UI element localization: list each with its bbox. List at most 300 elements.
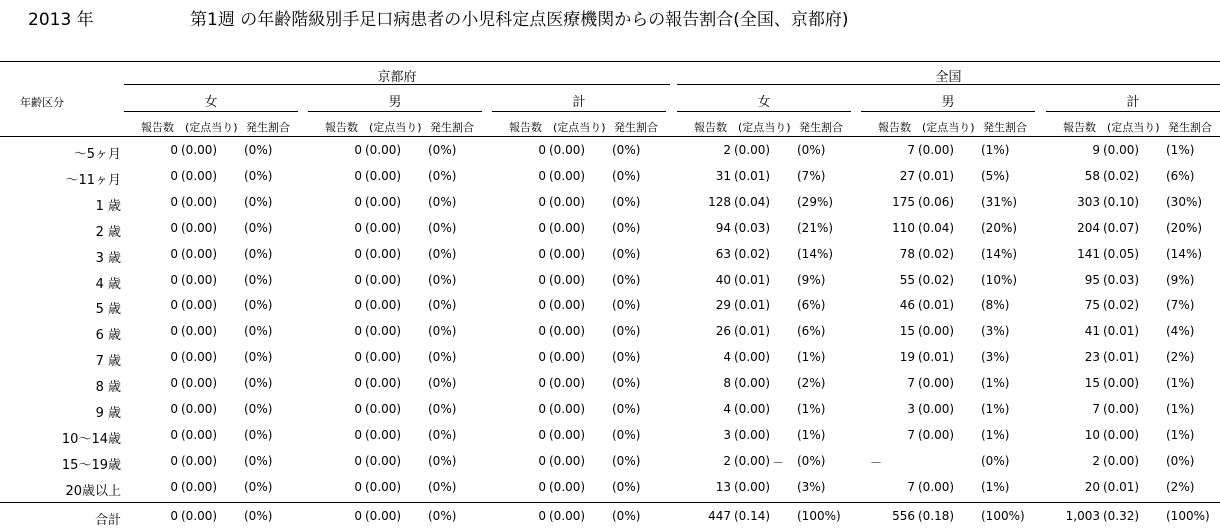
cell-rate: (0%) xyxy=(612,509,641,523)
cell-count: 0 xyxy=(170,402,178,416)
cell-count: 23 xyxy=(1084,350,1100,365)
cell-count: 0 xyxy=(170,324,178,339)
cell-per-site: (0.32) xyxy=(1103,509,1140,523)
cell-per-site: (0.01) xyxy=(918,168,955,183)
cell-per-site: (0.00) xyxy=(365,246,402,261)
cell-rate: (0%) xyxy=(428,427,457,442)
cell-per-site: (0.00) xyxy=(918,402,955,416)
cell-rate: (1%) xyxy=(981,376,1010,391)
cell-rate: (5%) xyxy=(981,168,1010,183)
cell-rate: (0%) xyxy=(428,479,457,494)
cell-rate: (14%) xyxy=(1166,246,1203,261)
cell-per-site: (0.00) xyxy=(1103,143,1140,157)
cell-rate: (14%) xyxy=(981,246,1018,261)
cell-rate: (0%) xyxy=(612,168,641,183)
cell-rate: (29%) xyxy=(797,194,834,209)
cell-count: 26 xyxy=(715,324,731,339)
row-age-label: 8 歳 xyxy=(95,380,121,396)
cell-per-site: (0.00) xyxy=(181,402,218,416)
cell-count: 0 xyxy=(170,298,178,313)
cell-per-site: (0.00) xyxy=(549,220,586,235)
cell-rate: (0%) xyxy=(244,376,273,391)
cell-rate: (0%) xyxy=(1166,453,1195,468)
cell-per-site: (0.00) xyxy=(734,376,771,391)
cell-rate: (1%) xyxy=(1166,376,1195,391)
cell-per-site: (0.00) xyxy=(181,272,218,287)
cell-per-site: (0.00) xyxy=(734,350,771,365)
cell-count: 27 xyxy=(899,168,915,183)
cell-rate: (0%) xyxy=(797,143,826,157)
cell-per-site: (0.00) xyxy=(365,220,402,235)
cell-rate: (0%) xyxy=(244,194,273,209)
cell-per-site: (0.00) xyxy=(549,168,586,183)
cell-count: 2 xyxy=(723,453,731,468)
subheader-count: 報告数 xyxy=(694,121,727,134)
cell-rate: (0%) xyxy=(428,402,457,416)
cell-count: 110 xyxy=(892,220,915,235)
cell-per-site: (0.00) xyxy=(734,143,771,157)
cell-count: 0 xyxy=(538,272,546,287)
cell-per-site: (0.02) xyxy=(734,246,771,261)
cell-count: 0 xyxy=(170,220,178,235)
cell-per-site: (0.02) xyxy=(918,246,955,261)
cell-count: 55 xyxy=(899,272,915,287)
cell-per-site: (0.00) xyxy=(549,350,586,365)
cell-per-site: (0.00) xyxy=(918,324,955,339)
cell-count: 0 xyxy=(354,246,362,261)
cell-per-site: (0.03) xyxy=(1103,272,1140,287)
cell-per-site: (0.01) xyxy=(734,324,771,339)
cell-per-site: (0.04) xyxy=(918,220,955,235)
cell-count: 204 xyxy=(1077,220,1100,235)
cell-rate: (0%) xyxy=(612,143,641,157)
cell-per-site: (0.00) xyxy=(549,194,586,209)
cell-count: 3 xyxy=(907,402,915,416)
cell-count: 0 xyxy=(170,168,178,183)
row-age-label: 15～19歳 xyxy=(61,457,121,473)
cell-rate: (1%) xyxy=(1166,427,1195,442)
cell-rate: (100%) xyxy=(981,509,1025,523)
cell-per-site: (0.00) xyxy=(549,298,586,313)
cell-rate: (0%) xyxy=(244,298,273,313)
cell-per-site: (0.00) xyxy=(181,143,218,157)
cell-count: 0 xyxy=(354,168,362,183)
cell-count: 556 xyxy=(892,509,915,523)
cell-count: 0 xyxy=(354,479,362,494)
cell-rate: (6%) xyxy=(797,298,826,313)
cell-per-site: (0.00) xyxy=(549,272,586,287)
cell-per-site: (0.14) xyxy=(734,509,771,523)
cell-per-site: (0.00) xyxy=(181,453,218,468)
subheader-count: 報告数 xyxy=(509,121,542,134)
cell-per-site: (0.00) xyxy=(181,194,218,209)
cell-count: 2 xyxy=(1092,453,1100,468)
sex-underline xyxy=(677,111,851,112)
cell-count: 15 xyxy=(1084,376,1100,391)
row-age-label: ～5ヶ月 xyxy=(73,147,121,162)
cell-count: 2 xyxy=(723,143,731,157)
cell-count: 0 xyxy=(538,350,546,365)
cell-count: 0 xyxy=(354,298,362,313)
subheader-count: 報告数 xyxy=(878,121,911,134)
cell-per-site: (0.02) xyxy=(918,272,955,287)
cell-rate: (0%) xyxy=(244,509,273,523)
cell-per-site: (0.05) xyxy=(1103,246,1140,261)
cell-rate: (0%) xyxy=(428,246,457,261)
row-age-label: 5 歳 xyxy=(95,302,121,318)
cell-count: 0 xyxy=(354,427,362,442)
cell-per-site: (0.01) xyxy=(1103,350,1140,365)
cell-rate: (6%) xyxy=(797,324,826,339)
sex-underline xyxy=(124,111,298,112)
cell-rate: (0%) xyxy=(244,168,273,183)
row-age-label: ～11ヶ月 xyxy=(65,172,121,188)
row-age-label: 9 歳 xyxy=(95,406,121,421)
cell-count: 0 xyxy=(538,427,546,442)
cell-per-site: (0.01) xyxy=(734,272,771,287)
cell-rate: (0%) xyxy=(797,453,826,468)
cell-rate: (9%) xyxy=(797,272,826,287)
page-title: 第1週 の年齢階級別手足口病患者の小児科定点医療機関からの報告割合(全国、京都府) xyxy=(190,10,849,30)
year-label: 2013 年 xyxy=(28,10,94,30)
cell-count: 0 xyxy=(354,272,362,287)
cell-count: 0 xyxy=(170,246,178,261)
cell-per-site: (0.00) xyxy=(549,509,586,523)
cell-count: 0 xyxy=(354,194,362,209)
cell-count: 175 xyxy=(892,194,915,209)
cell-rate: (6%) xyxy=(1166,168,1195,183)
subheader-count: 報告数 xyxy=(325,121,358,134)
cell-count: 40 xyxy=(715,272,731,287)
cell-rate: (0%) xyxy=(244,453,273,468)
age-header: 年齢区分 xyxy=(20,96,64,109)
cell-rate: (7%) xyxy=(797,168,826,183)
cell-rate: (0%) xyxy=(244,324,273,339)
cell-per-site: (0.00) xyxy=(918,427,955,442)
cell-rate: (1%) xyxy=(797,402,826,416)
cell-rate: (3%) xyxy=(981,350,1010,365)
cell-per-site: (0.00) xyxy=(365,298,402,313)
subheader-rate: 発生割合 xyxy=(799,121,843,134)
cell-count: 7 xyxy=(907,376,915,391)
cell-count: 0 xyxy=(354,453,362,468)
cell-rate: (0%) xyxy=(612,453,641,468)
cell-rate: (0%) xyxy=(612,246,641,261)
cell-per-site: (0.00) xyxy=(181,350,218,365)
cell-count: 0 xyxy=(538,509,546,523)
subheader-rate: 発生割合 xyxy=(430,121,474,134)
cell-per-site: － xyxy=(869,455,882,470)
cell-per-site: (0.01) xyxy=(1103,479,1140,494)
cell-rate: (21%) xyxy=(797,220,834,235)
cell-per-site: (0.00) xyxy=(734,427,771,442)
cell-per-site: (0.00) xyxy=(365,143,402,157)
sex-underline xyxy=(308,111,482,112)
cell-count: 75 xyxy=(1084,298,1100,313)
cell-per-site: (0.00) xyxy=(365,453,402,468)
cell-count: 0 xyxy=(538,402,546,416)
cell-rate: (0%) xyxy=(244,427,273,442)
cell-count: 0 xyxy=(538,298,546,313)
region-header-kyoto: 京都府 xyxy=(377,70,417,85)
cell-count: 0 xyxy=(538,220,546,235)
region-header-national: 全国 xyxy=(935,70,962,85)
cell-per-site: (0.00) xyxy=(918,479,955,494)
cell-per-site: (0.00) xyxy=(365,324,402,339)
header-bottom-border xyxy=(0,136,1220,137)
cell-per-site: (0.00) xyxy=(181,168,218,183)
cell-rate: (31%) xyxy=(981,194,1018,209)
cell-count: 303 xyxy=(1077,194,1100,209)
cell-count: 78 xyxy=(899,246,915,261)
cell-rate: (9%) xyxy=(1166,272,1195,287)
cell-rate: (0%) xyxy=(428,272,457,287)
cell-rate: (10%) xyxy=(981,272,1018,287)
cell-per-site: (0.01) xyxy=(734,298,771,313)
cell-count: 0 xyxy=(538,376,546,391)
cell-rate: (1%) xyxy=(797,427,826,442)
cell-per-site: (0.10) xyxy=(1103,194,1140,209)
row-age-label: 6 歳 xyxy=(95,328,121,344)
cell-count: 0 xyxy=(170,350,178,365)
cell-count: 95 xyxy=(1084,272,1100,287)
cell-rate: (0%) xyxy=(428,453,457,468)
cell-rate: (0%) xyxy=(244,402,273,416)
cell-count: 13 xyxy=(715,479,731,494)
cell-per-site: (0.00) xyxy=(918,143,955,157)
cell-per-site: (0.01) xyxy=(918,298,955,313)
cell-count: 0 xyxy=(354,143,362,157)
row-age-label: 20歳以上 xyxy=(65,483,121,499)
subheader-per-site: (定点当り) xyxy=(369,121,422,134)
cell-count: 0 xyxy=(354,220,362,235)
cell-per-site: (0.00) xyxy=(181,376,218,391)
cell-per-site: (0.00) xyxy=(181,220,218,235)
cell-count: 7 xyxy=(907,479,915,494)
sex-underline xyxy=(492,111,666,112)
cell-rate: (8%) xyxy=(981,298,1010,313)
row-age-label: 3 歳 xyxy=(95,250,121,266)
cell-rate: (100%) xyxy=(1166,509,1210,523)
cell-rate: (0%) xyxy=(612,272,641,287)
cell-count: 0 xyxy=(170,479,178,494)
cell-per-site: (0.00) xyxy=(734,453,771,468)
cell-count: 20 xyxy=(1084,479,1100,494)
cell-per-site: (0.00) xyxy=(549,143,586,157)
subheader-per-site: (定点当り) xyxy=(1107,121,1160,134)
cell-per-site: (0.00) xyxy=(365,427,402,442)
cell-per-site: (0.00) xyxy=(549,453,586,468)
cell-per-site: (0.00) xyxy=(549,246,586,261)
cell-rate: (0%) xyxy=(244,143,273,157)
cell-per-site: (0.00) xyxy=(365,376,402,391)
cell-count: 0 xyxy=(170,143,178,157)
cell-per-site: (0.00) xyxy=(181,246,218,261)
sex-underline xyxy=(861,111,1035,112)
cell-count: 15 xyxy=(899,324,915,339)
cell-count: 1,003 xyxy=(1065,509,1100,523)
cell-rate: (0%) xyxy=(612,220,641,235)
sex-header: 男 xyxy=(941,95,955,110)
cell-rate: (1%) xyxy=(981,402,1010,416)
cell-count: 0 xyxy=(538,479,546,494)
cell-rate: (0%) xyxy=(428,298,457,313)
cell-count: 41 xyxy=(1084,324,1100,339)
cell-rate: (0%) xyxy=(612,324,641,339)
cell-rate: (0%) xyxy=(428,350,457,365)
row-age-label: 10～14歳 xyxy=(61,431,121,447)
subheader-per-site: (定点当り) xyxy=(185,121,238,134)
cell-rate: (0%) xyxy=(428,143,457,157)
cell-per-site: (0.06) xyxy=(918,194,955,209)
cell-per-site: (0.01) xyxy=(918,350,955,365)
row-age-label: 2 歳 xyxy=(95,224,121,240)
cell-per-site: (0.03) xyxy=(734,220,771,235)
cell-count: 0 xyxy=(538,453,546,468)
cell-per-site: (0.00) xyxy=(181,427,218,442)
cell-rate: (0%) xyxy=(612,479,641,494)
cell-count: 0 xyxy=(354,509,362,523)
subheader-per-site: (定点当り) xyxy=(922,121,975,134)
cell-count: 29 xyxy=(715,298,731,313)
total-separator xyxy=(0,502,1220,503)
cell-rate: (14%) xyxy=(797,246,834,261)
cell-per-site: (0.00) xyxy=(365,194,402,209)
cell-count: 8 xyxy=(723,376,731,391)
cell-count: 3 xyxy=(723,427,731,442)
cell-per-site: (0.00) xyxy=(365,509,402,523)
cell-per-site: (0.00) xyxy=(365,402,402,416)
cell-per-site: (0.00) xyxy=(734,402,771,416)
cell-rate: (0%) xyxy=(428,168,457,183)
cell-count: 19 xyxy=(899,350,915,365)
cell-count: － xyxy=(771,455,784,470)
cell-rate: (4%) xyxy=(1166,324,1195,339)
row-age-label: 7 歳 xyxy=(95,354,121,370)
cell-per-site: (0.07) xyxy=(1103,220,1140,235)
cell-count: 94 xyxy=(715,220,731,235)
cell-count: 7 xyxy=(907,427,915,442)
subheader-per-site: (定点当り) xyxy=(738,121,791,134)
cell-rate: (2%) xyxy=(797,376,826,391)
row-age-label: 4 歳 xyxy=(95,276,121,292)
cell-rate: (0%) xyxy=(428,194,457,209)
subheader-rate: 発生割合 xyxy=(614,121,658,134)
row-age-label: 1 歳 xyxy=(95,198,121,214)
cell-count: 31 xyxy=(715,168,731,183)
cell-per-site: (0.00) xyxy=(918,376,955,391)
cell-per-site: (0.00) xyxy=(549,376,586,391)
cell-rate: (0%) xyxy=(612,376,641,391)
cell-rate: (0%) xyxy=(244,220,273,235)
cell-per-site: (0.00) xyxy=(181,479,218,494)
cell-rate: (0%) xyxy=(612,402,641,416)
subheader-rate: 発生割合 xyxy=(1168,121,1212,134)
cell-rate: (0%) xyxy=(428,376,457,391)
cell-per-site: (0.00) xyxy=(549,402,586,416)
subheader-count: 報告数 xyxy=(141,121,174,134)
cell-rate: (0%) xyxy=(981,453,1010,468)
cell-per-site: (0.01) xyxy=(734,168,771,183)
cell-count: 0 xyxy=(170,194,178,209)
sex-header: 女 xyxy=(757,95,771,110)
cell-per-site: (0.00) xyxy=(181,324,218,339)
cell-count: 7 xyxy=(1092,402,1100,416)
cell-count: 0 xyxy=(170,427,178,442)
cell-per-site: (0.02) xyxy=(1103,168,1140,183)
cell-rate: (0%) xyxy=(612,350,641,365)
cell-rate: (0%) xyxy=(612,194,641,209)
cell-count: 0 xyxy=(354,324,362,339)
cell-rate: (7%) xyxy=(1166,298,1195,313)
cell-rate: (2%) xyxy=(1166,479,1195,494)
cell-rate: (2%) xyxy=(1166,350,1195,365)
cell-per-site: (0.18) xyxy=(918,509,955,523)
cell-rate: (0%) xyxy=(244,350,273,365)
cell-per-site: (0.00) xyxy=(365,272,402,287)
cell-per-site: (0.00) xyxy=(365,168,402,183)
sex-header: 男 xyxy=(388,95,402,110)
cell-count: 63 xyxy=(715,246,731,261)
cell-count: 4 xyxy=(723,350,731,365)
cell-count: 128 xyxy=(708,194,731,209)
cell-rate: (3%) xyxy=(797,479,826,494)
subheader-count: 報告数 xyxy=(1063,121,1096,134)
cell-count: 0 xyxy=(354,350,362,365)
cell-per-site: (0.00) xyxy=(549,479,586,494)
sex-header: 女 xyxy=(204,95,218,110)
cell-rate: (1%) xyxy=(797,350,826,365)
cell-per-site: (0.01) xyxy=(1103,324,1140,339)
cell-per-site: (0.00) xyxy=(365,350,402,365)
cell-count: 0 xyxy=(538,194,546,209)
cell-rate: (0%) xyxy=(428,220,457,235)
cell-count: 58 xyxy=(1084,168,1100,183)
cell-per-site: (0.02) xyxy=(1103,298,1140,313)
cell-count: 0 xyxy=(170,453,178,468)
subheader-per-site: (定点当り) xyxy=(553,121,606,134)
cell-count: 0 xyxy=(538,246,546,261)
sex-underline xyxy=(1046,111,1220,112)
cell-rate: (0%) xyxy=(244,246,273,261)
cell-rate: (20%) xyxy=(1166,220,1203,235)
subheader-rate: 発生割合 xyxy=(983,121,1027,134)
cell-rate: (30%) xyxy=(1166,194,1203,209)
cell-per-site: (0.00) xyxy=(549,324,586,339)
cell-count: 0 xyxy=(170,272,178,287)
cell-per-site: (0.00) xyxy=(734,479,771,494)
cell-count: 9 xyxy=(1092,143,1100,157)
cell-count: 141 xyxy=(1077,246,1100,261)
cell-per-site: (0.00) xyxy=(1103,402,1140,416)
cell-rate: (0%) xyxy=(428,324,457,339)
row-age-label: 合計 xyxy=(94,513,121,528)
cell-per-site: (0.00) xyxy=(365,479,402,494)
cell-rate: (0%) xyxy=(428,509,457,523)
cell-count: 10 xyxy=(1084,427,1100,442)
sex-header: 計 xyxy=(572,95,586,110)
cell-count: 46 xyxy=(899,298,915,313)
cell-count: 0 xyxy=(538,168,546,183)
cell-count: 0 xyxy=(354,376,362,391)
cell-per-site: (0.00) xyxy=(181,509,218,523)
cell-count: 0 xyxy=(354,402,362,416)
cell-count: 447 xyxy=(708,509,731,523)
cell-per-site: (0.00) xyxy=(181,298,218,313)
cell-count: 0 xyxy=(538,143,546,157)
table-top-border xyxy=(0,61,1220,62)
cell-per-site: (0.04) xyxy=(734,194,771,209)
